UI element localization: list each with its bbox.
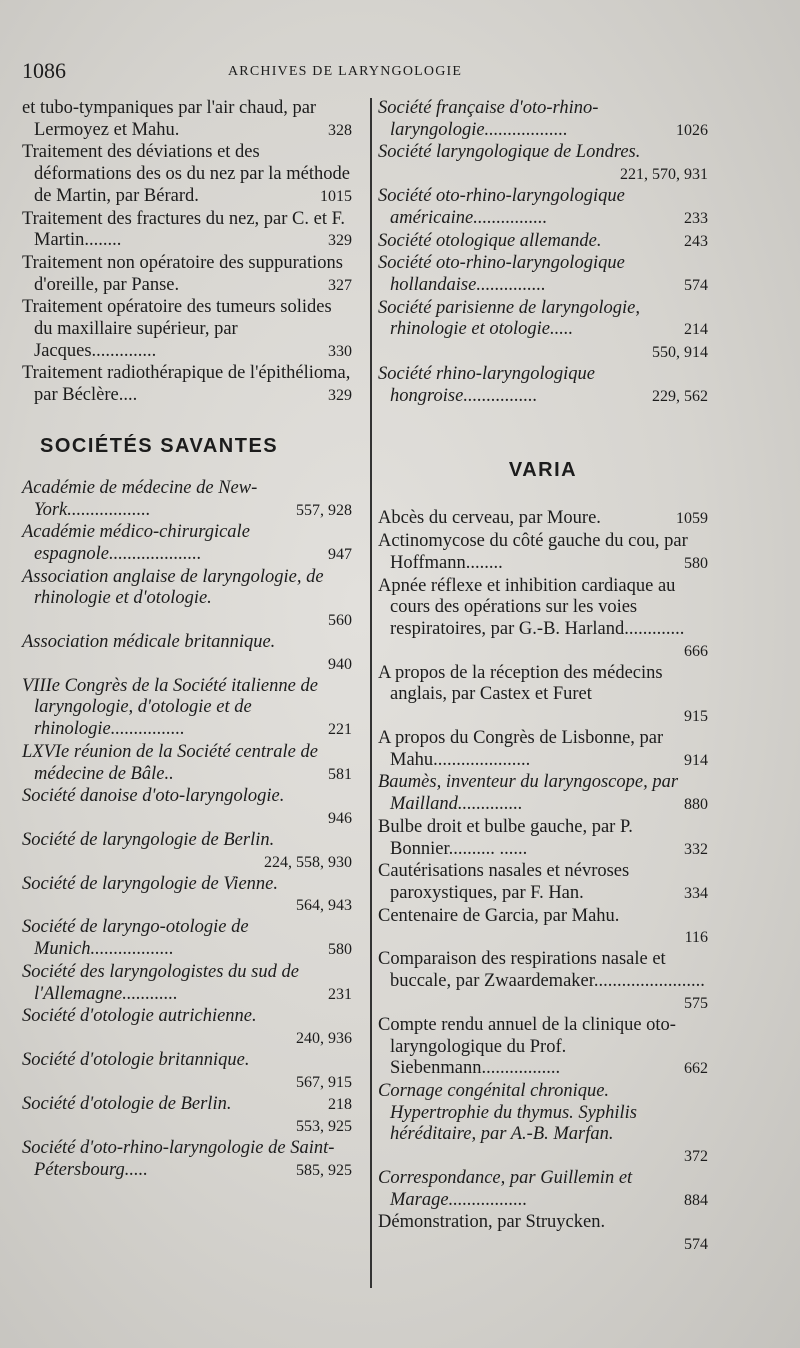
index-entry: Société d'otologie britannique. 567, 915 — [22, 1049, 352, 1091]
index-entry: Société otologique allemande. 243 — [378, 230, 708, 251]
index-entry: Association anglaise de laryngologie, de rhinologie et d'otologie. 560 — [22, 566, 352, 630]
index-entry: Société de laryngo-otologie de Munich.................. 580 — [22, 917, 352, 960]
index-entry: Traitement non opératoire des suppurations d'oreille, par Panse. 327 — [22, 252, 352, 295]
index-entry: Compte rendu annuel de la clinique oto-laryngologique du Prof. Siebenmann................. 662 — [378, 1014, 708, 1079]
index-entry: Cautérisations nasales et névroses paroxystiques, par F. Han. 334 — [378, 861, 708, 903]
index-entry: Société de laryngologie de Vienne. 564, 943 — [22, 873, 352, 915]
index-entry: Correspondance, par Guillemin et Marage................. 884 — [378, 1168, 708, 1210]
index-entry: Association médicale britannique. 940 — [22, 632, 352, 673]
index-list-societes-cont — [378, 98, 708, 407]
page-number: 1086 — [22, 58, 66, 83]
index-list-top — [22, 98, 352, 407]
index-entry: A propos de la réception des médecins anglais, par Castex et Furet 915 — [378, 662, 708, 726]
index-list-varia — [378, 508, 708, 1255]
index-entry: Traitement radiothérapique de l'épithélioma, par Béclère.... 329 — [22, 363, 352, 406]
index-entry: Cornage congénital chronique. Hypertrophie du thymus. Syphilis héréditaire, par A.-B. Marfan. 372 — [378, 1080, 708, 1166]
index-entry: LXVIe réunion de la Société centrale de médecine de Bâle.. 581 — [22, 741, 352, 784]
right-column — [378, 98, 708, 1256]
index-entry: Société laryngologique de Londres. 221, 570, 931 — [378, 142, 708, 184]
index-entry: Académie de médecine de New-York.................. 557, 928 — [22, 477, 352, 520]
column-divider — [370, 98, 372, 1288]
index-entry: Société parisienne de laryngologie, rhinologie et otologie..... 214 — [378, 297, 708, 340]
index-entry: VIIIe Congrès de la Société italienne de laryngologie, d'otologie et de rhinologie................ 221 — [22, 675, 352, 740]
index-entry: Traitement opératoire des tumeurs solides du maxillaire supérieur, par Jacques.............. 330 — [22, 297, 352, 361]
index-entry: Comparaison des respirations nasale et buccale, par Zwaardemaker........................ 575 — [378, 949, 708, 1012]
index-entry-continuation: 553, 925 — [296, 1118, 352, 1136]
index-entry: Apnée réflexe et inhibition cardiaque au cours des opérations sur les voies respiratoires, par G.-B. Harland............. 666 — [378, 575, 708, 660]
left-column — [22, 98, 352, 1183]
index-entry: Académie médico-chirurgicale espagnole.................... 947 — [22, 522, 352, 564]
index-entry: Société des laryngologistes du sud de l'Allemagne............ 231 — [22, 961, 352, 1004]
index-entry: Baumès, inventeur du laryngoscope, par Mailland.............. 880 — [378, 772, 708, 815]
section-title-societes: SOCIÉTÉS SAVANTES — [40, 434, 279, 457]
index-entry: Société oto-rhino-laryngologique américaine................ 233 — [378, 186, 708, 228]
index-entry: Société d'otologie autrichienne. 240, 936 — [22, 1006, 352, 1047]
index-entry: Société danoise d'oto-laryngologie. 946 — [22, 786, 352, 827]
index-entry: Société française d'oto-rhino-laryngologie.................. 1026 — [378, 98, 708, 140]
index-entry: Société d'oto-rhino-laryngologie de Saint-Pétersbourg..... 585, 925 — [22, 1138, 352, 1181]
index-entry: et tubo-tympaniques par l'air chaud, par Lermoyez et Mahu. 328 — [22, 98, 352, 140]
index-list-societes — [22, 478, 352, 1182]
index-entry: Traitement des fractures du nez, par C. et F. Martin........ 329 — [22, 208, 352, 251]
index-entry: Centenaire de Garcia, par Mahu. 116 — [378, 905, 708, 947]
index-entry-continuation: 550, 914 — [652, 344, 708, 362]
running-title: ARCHIVES DE LARYNGOLOGIE — [228, 64, 463, 79]
section-title-varia: VARIA — [508, 459, 578, 482]
page-header — [0, 58, 800, 88]
index-entry: Société de laryngologie de Berlin. 224, 558, 930 — [22, 829, 352, 871]
index-entry: A propos du Congrès de Lisbonne, par Mahu..................... 914 — [378, 728, 708, 770]
index-entry: Bulbe droit et bulbe gauche, par P. Bonnier.......... ...... 332 — [378, 816, 708, 859]
index-entry: Société rhino-laryngologique hongroise................ 229, 562 — [378, 364, 708, 406]
index-entry: Actinomycose du côté gauche du cou, par Hoffmann........ 580 — [378, 531, 708, 573]
index-entry: Traitement des déviations et des déformations des os du nez par la méthode de Martin, par Bérard. 1015 — [22, 142, 352, 206]
index-entry: Démonstration, par Struycken. 574 — [378, 1212, 708, 1254]
index-entry: Abcès du cerveau, par Moure. 1059 — [378, 508, 708, 529]
index-entry: Société d'otologie de Berlin. 218 — [22, 1093, 352, 1114]
index-entry: Société oto-rhino-laryngologique hollandaise............... 574 — [378, 253, 708, 295]
